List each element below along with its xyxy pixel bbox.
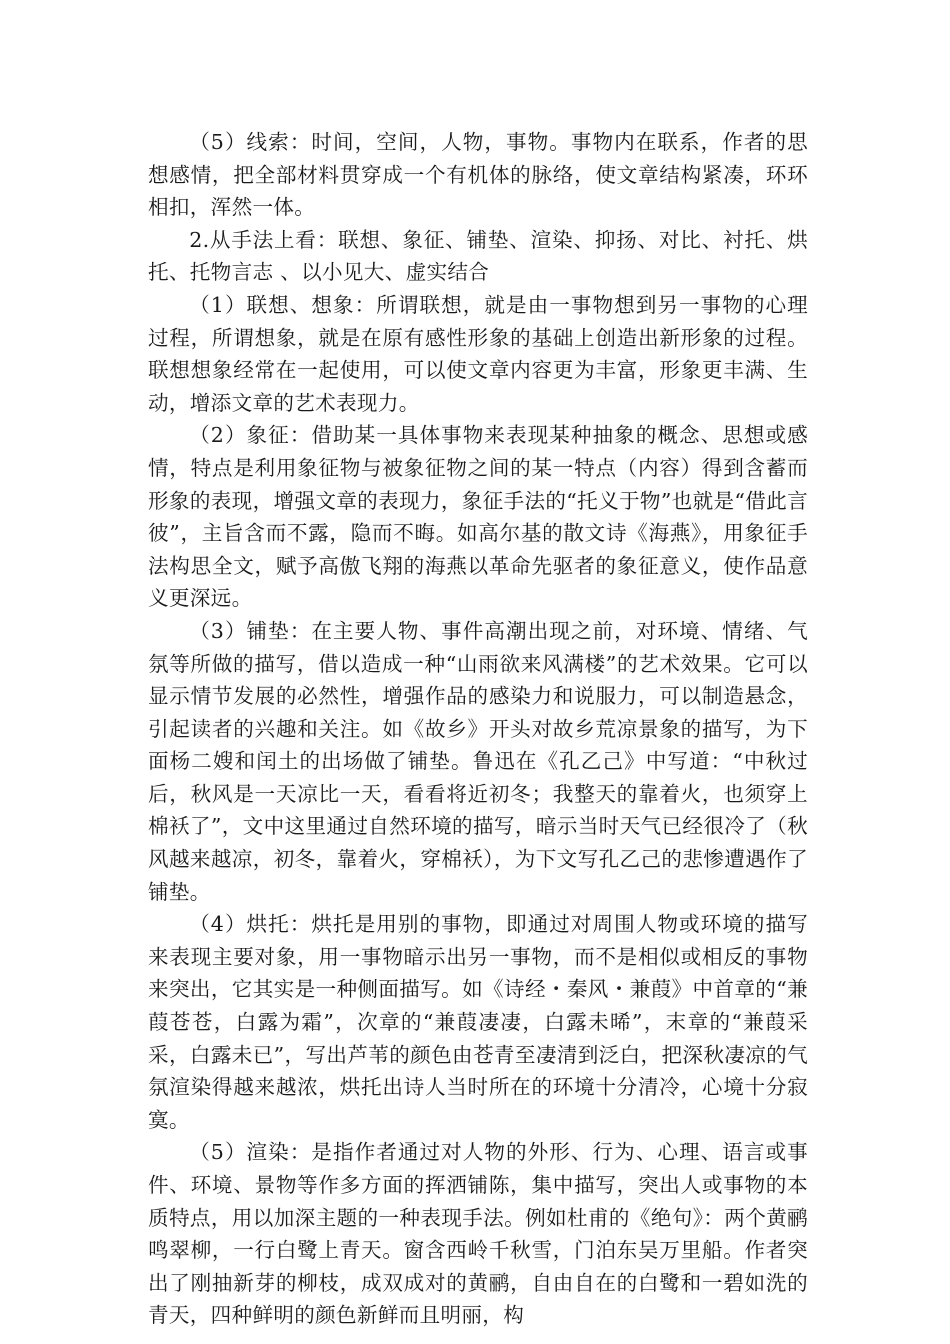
paragraph-setting-off: （4）烘托：烘托是用别的事物，即通过对周围人物或环境的描写来表现主要对象，用一事物暗示出另一事物，而不是相似或相反的事物来突出，它其实是一种侧面描写。如《诗经・秦风・兼葭》中首章的“兼葭苍苍，白露为霜”，次章的“兼葭凄凄，白露未晞”，末章的“兼葭采采，白露未已”，写出芦苇的颜色由苍青至凄清到泛白，把深秋凄凉的气氛渲染得越来越浓，烘托出诗人当时所在的环境十分清冷，心境十分寂寞。 <box>148 912 808 1132</box>
paragraph-rendering: （5）渲染：是指作者通过对人物的外形、行为、心理、语言或事件、环境、景物等作多方面的挥洒铺陈，集中描写，突出人或事物的本质特点，用以加深主题的一种表现手法。例如杜甫的《绝句》：两个黄鹂鸣翠柳，一行白鹭上青天。窗含西岭千秋雪，门泊东吴万里船。作者突出了刚抽新芽的柳枝，成双成对的黄鹂，自由自在的白鹭和一碧如洗的青天，四种鲜明的颜色新鲜而且明丽，构 <box>148 1140 808 1328</box>
document-body <box>148 126 808 1332</box>
paragraph-symbolism: （2）象征：借助某一具体事物来表现某种抽象的概念、思想或感情，特点是利用象征物与被象征物之间的某一特点（内容）得到含蓄而形象的表现，增强文章的表现力，象征手法的“托义于物”也就是“借此言彼”，主旨含而不露，隐而不晦。如高尔基的散文诗《海燕》，用象征手法构思全文，赋予高傲飞翔的海燕以革命先驱者的象征意义，使作品意义更深远。 <box>148 423 808 611</box>
paragraph-foreshadowing: （3）铺垫：在主要人物、事件高潮出现之前，对环境、情绪、气氛等所做的描写，借以造成一种“山雨欲来风满楼”的艺术效果。它可以显示情节发展的必然性，增强作品的感染力和说服力，可以制造悬念，引起读者的兴趣和关注。如《故乡》开头对故乡荒凉景象的描写，为下面杨二嫂和闰土的出场做了铺垫。鲁迅在《孔乙己》中写道：“中秋过后，秋风是一天凉比一天，看看将近初冬；我整天的靠着火，也须穿上棉袄了”，文中这里通过自然环境的描写，暗示当时天气已经很冷了（秋风越来越凉，初冬，靠着火，穿棉袄），为下文写孔乙己的悲惨遭遇作了铺垫。 <box>148 618 808 904</box>
paragraph-clue: （5）线索：时间，空间，人物，事物。事物内在联系，作者的思想感情，把全部材料贯穿成一个有机体的脉络，使文章结构紧凑，环环相扣，浑然一体。 <box>148 130 808 220</box>
paragraph-association: （1）联想、想象：所谓联想，就是由一事物想到另一事物的心理过程，所谓想象，就是在原有感性形象的基础上创造出新形象的过程。联想想象经常在一起使用，可以使文章内容更为丰富，形象更丰满、生动，增添文章的艺术表现力。 <box>148 292 808 415</box>
paragraph-techniques-heading: 2.从手法上看：联想、象征、铺垫、渲染、抑扬、对比、衬托、烘托、托物言志 、以小见大、虚实结合 <box>148 227 808 285</box>
